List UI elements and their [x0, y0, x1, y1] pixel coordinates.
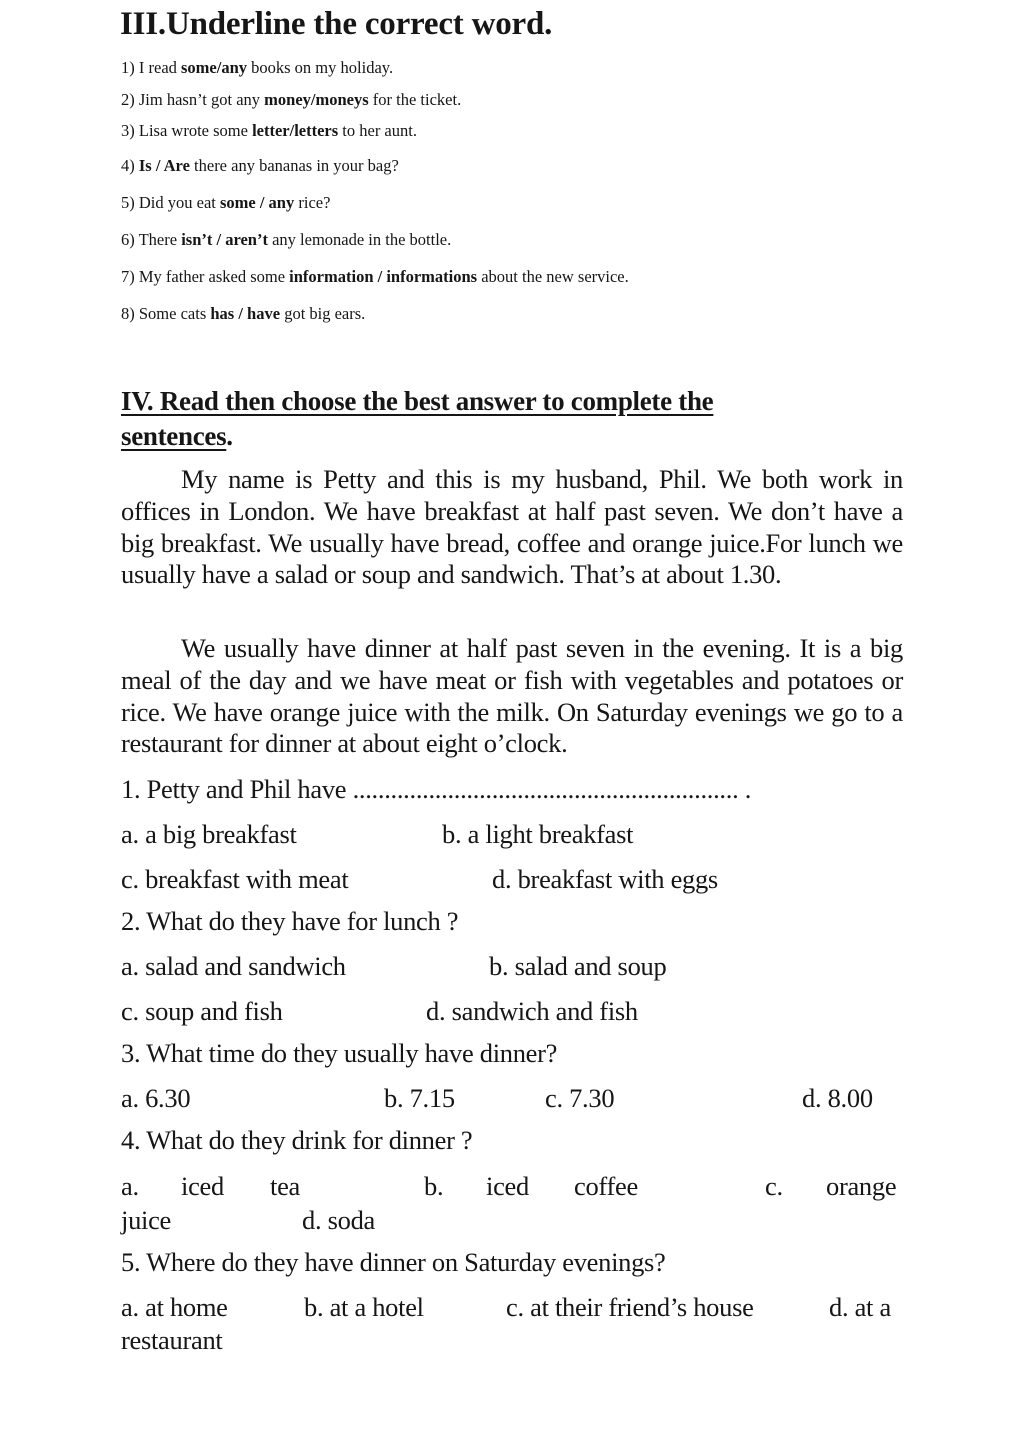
- option-3c[interactable]: c. 7.30: [545, 1083, 615, 1113]
- option-4b-word-1[interactable]: iced: [486, 1171, 529, 1201]
- exercise-item: [121, 304, 365, 324]
- item-text-before: I read: [138, 58, 177, 77]
- item-number: 5): [121, 193, 135, 212]
- item-text-after: there any bananas in your bag?: [194, 156, 399, 175]
- item-text-after: rice?: [298, 193, 331, 212]
- option-4a-word-1[interactable]: iced: [181, 1171, 224, 1201]
- section-4-title-word: sentences: [121, 421, 227, 451]
- reading-paragraph-2: [121, 633, 903, 760]
- exercise-item: [121, 230, 451, 250]
- item-text-before: Some cats: [138, 304, 207, 323]
- section-3-title: III.Underline the correct word.: [120, 6, 553, 42]
- option-4a-word-2[interactable]: tea: [270, 1171, 300, 1201]
- option-4a-label[interactable]: a.: [121, 1171, 139, 1201]
- option-4b-word-2[interactable]: coffee: [574, 1171, 638, 1201]
- item-text-after: books on my holiday.: [251, 58, 394, 77]
- item-choice: information / informations: [289, 267, 478, 286]
- item-number: 3): [121, 121, 135, 140]
- option-3a[interactable]: a. 6.30: [121, 1083, 191, 1113]
- exercise-item: [121, 58, 393, 78]
- question-3: 3. What time do they usually have dinner?: [121, 1038, 558, 1068]
- item-choice: has / have: [210, 304, 281, 323]
- item-text-before: My father asked some: [138, 267, 286, 286]
- item-text-after: got big ears.: [284, 304, 366, 323]
- option-2b[interactable]: b. salad and soup: [489, 951, 667, 981]
- paragraph-text: We usually have dinner at half past seven in the evening. It is a big meal of the day and we have meat or fish with vegetables and potatoes or rice. We have orange juice with the milk. On Saturday evenings we go to a restaurant for dinner at about eight o’clock.: [121, 633, 903, 759]
- option-2d[interactable]: d. sandwich and fish: [426, 996, 638, 1026]
- option-1d[interactable]: d. breakfast with eggs: [492, 864, 718, 894]
- option-3d[interactable]: d. 8.00: [802, 1083, 873, 1113]
- item-text-before: Jim hasn’t got any: [138, 90, 261, 109]
- item-text-after: about the new service.: [481, 267, 629, 286]
- option-4c-word-2[interactable]: juice: [121, 1205, 171, 1235]
- item-number: 2): [121, 90, 135, 109]
- option-4c-word-1[interactable]: orange: [826, 1171, 897, 1201]
- option-1c[interactable]: c. breakfast with meat: [121, 864, 349, 894]
- option-5a[interactable]: a. at home: [121, 1292, 228, 1322]
- section-4-title-dot: .: [226, 421, 233, 451]
- item-text-after: for the ticket.: [372, 90, 462, 109]
- question-2: 2. What do they have for lunch ?: [121, 906, 459, 936]
- exercise-item: [121, 90, 461, 110]
- section-4-title-line-1: IV. Read then choose the best answer to complete the: [121, 386, 714, 416]
- option-5b[interactable]: b. at a hotel: [304, 1292, 424, 1322]
- question-4: 4. What do they drink for dinner ?: [121, 1125, 473, 1155]
- item-number: 8): [121, 304, 135, 323]
- item-text-before: There: [138, 230, 178, 249]
- option-2a[interactable]: a. salad and sandwich: [121, 951, 346, 981]
- option-5d[interactable]: d. at a: [829, 1292, 891, 1322]
- paragraph-text: My name is Petty and this is my husband, Phil. We both work in offices in London. We have breakfast at half past seven. We don’t have a big breakfast. We usually have bread, coffee and orange juice.For lunch we usually have a salad or soup and sandwich. That’s at about 1.30.: [121, 464, 903, 590]
- option-3b[interactable]: b. 7.15: [384, 1083, 455, 1113]
- item-choice: some / any: [219, 193, 295, 212]
- option-1a[interactable]: a. a big breakfast: [121, 819, 297, 849]
- item-number: 1): [121, 58, 135, 77]
- exercise-item: [121, 156, 399, 176]
- exercise-item: [121, 267, 629, 287]
- question-5: 5. Where do they have dinner on Saturday evenings?: [121, 1247, 666, 1277]
- item-text-after: to her aunt.: [342, 121, 417, 140]
- option-4c-label[interactable]: c.: [765, 1171, 783, 1201]
- item-number: 7): [121, 267, 135, 286]
- item-choice: isn’t / aren’t: [181, 230, 268, 249]
- question-1: 1. Petty and Phil have ............................................................. .: [121, 774, 752, 804]
- option-1b[interactable]: b. a light breakfast: [442, 819, 634, 849]
- item-choice: some/any: [181, 58, 248, 77]
- item-choice: letter/letters: [252, 121, 339, 140]
- section-4-title-line-2: [121, 421, 233, 452]
- item-choice: money/moneys: [264, 90, 369, 109]
- item-text-after: any lemonade in the bottle.: [272, 230, 452, 249]
- item-number: 4): [121, 156, 135, 175]
- exercise-item: [121, 121, 417, 141]
- item-text-before: Did you eat: [138, 193, 216, 212]
- option-4b-label[interactable]: b.: [424, 1171, 444, 1201]
- item-choice: Is / Are: [138, 156, 190, 175]
- exercise-item: [121, 193, 330, 213]
- option-2c[interactable]: c. soup and fish: [121, 996, 283, 1026]
- option-5c[interactable]: c. at their friend’s house: [506, 1292, 754, 1322]
- reading-paragraph-1: [121, 464, 903, 591]
- item-text-before: Lisa wrote some: [138, 121, 248, 140]
- item-number: 6): [121, 230, 135, 249]
- option-5d-continued[interactable]: restaurant: [121, 1325, 223, 1355]
- option-4d[interactable]: d. soda: [302, 1205, 375, 1235]
